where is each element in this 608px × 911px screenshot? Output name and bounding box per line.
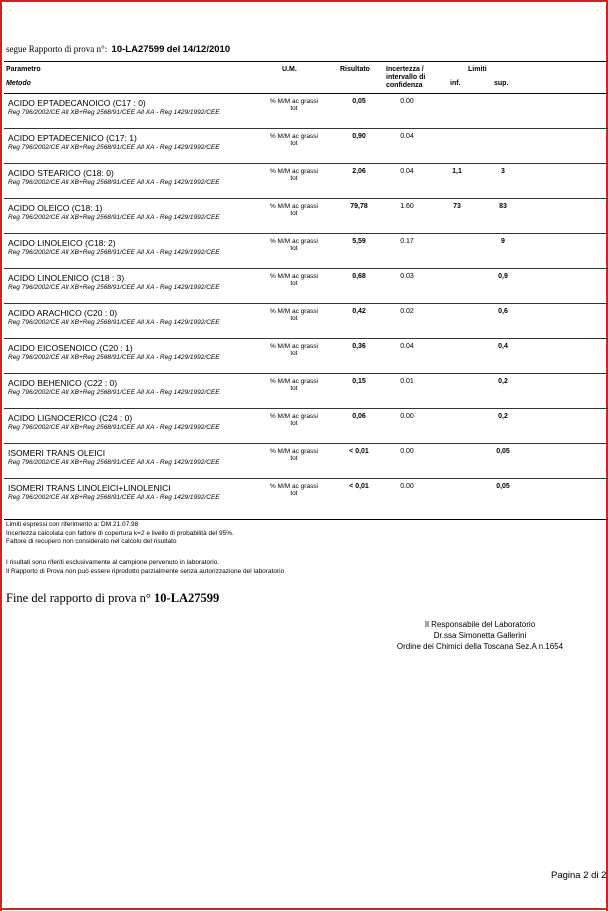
result-value: 5,59 [352,238,366,245]
result-value: 0,15 [352,378,366,385]
note-line: Il Rapporto di Prova non può essere riprodotto parzialmente senza autorizzazione del laboratorio [6,567,285,575]
header-prefix: segue Rapporto di prova n°: [6,44,108,54]
col-sup: sup. [494,80,509,87]
method-ref: Reg 796/2002/CE All XB+Reg 2568/91/CEE All XA - Reg 1429/1992/CEE [8,459,220,466]
unit-of-measure [252,448,336,462]
unit-of-measure [252,238,336,252]
result-value: 2,06 [352,168,366,175]
parameter-name: ISOMERI TRANS OLEICI [8,448,106,458]
unit-of-measure [252,203,336,217]
limit-inf-value: 1,1 [452,168,462,175]
parameter-name: ACIDO EPTADECANOICO (C17 : 0) [8,98,146,108]
unit-of-measure [252,483,336,497]
parameter-name: ACIDO OLEICO (C18: 1) [8,203,103,213]
uncertainty-value: 1.60 [400,203,414,210]
uncertainty-value: 0.04 [400,133,414,140]
unit-line1: % M/M ac grassi [269,168,319,175]
parameter-name: ACIDO LIGNOCERICO (C24 : 0) [8,413,133,423]
report-number: 10-LA27599 [111,44,165,55]
unit-line1: % M/M ac grassi [269,343,319,350]
unit-line2: tot [290,455,298,462]
col-um: U.M. [282,66,297,73]
col-parametro: Parametro [6,66,41,73]
signature-block [370,619,590,652]
unit-line1: % M/M ac grassi [269,98,319,105]
report-header [6,44,230,55]
unit-line2: tot [290,140,298,147]
parameter-name: ACIDO LINOLEICO (C18: 2) [8,238,116,248]
unit-of-measure [252,308,336,322]
signature-role: Il Responsabile del Laboratorio [424,620,536,629]
result-value: < 0,01 [349,448,369,455]
parameter-name: ACIDO BEHENICO (C22 : 0) [8,378,118,388]
limit-sup-value: 0,6 [498,308,508,315]
unit-line1: % M/M ac grassi [269,203,319,210]
result-value: 79,78 [350,203,368,210]
header-del: del [166,44,181,55]
result-value: 0,36 [352,343,366,350]
col-risultato: Risultato [340,66,370,73]
col-metodo: Metodo [6,80,31,87]
unit-line1: % M/M ac grassi [269,133,319,140]
method-ref: Reg 796/2002/CE All XB+Reg 2568/91/CEE All XA - Reg 1429/1992/CEE [8,319,220,326]
unit-line2: tot [290,210,298,217]
method-ref: Reg 796/2002/CE All XB+Reg 2568/91/CEE All XA - Reg 1429/1992/CEE [8,214,220,221]
uncertainty-value: 0.00 [400,483,414,490]
table-row [0,339,608,374]
unit-of-measure [252,273,336,287]
parameter-name: ACIDO EICOSENOICO (C20 : 1) [8,343,133,353]
uncertainty-value: 0.00 [400,98,414,105]
limit-sup-value: 3 [501,168,505,175]
parameter-name: ACIDO LINOLENICO (C18 : 3) [8,273,125,283]
unit-of-measure [252,413,336,427]
uncertainty-value: 0.03 [400,273,414,280]
table-row [0,374,608,409]
note-line: Limiti espressi con riferimento a: DM 21.07.98 [6,521,139,528]
unit-line1: % M/M ac grassi [269,273,319,280]
col-incertezza-line3: confidenza [386,82,423,89]
limit-sup-value: 0,05 [496,483,510,490]
table-row [0,479,608,514]
uncertainty-value: 0.00 [400,413,414,420]
limit-sup-value: 0,9 [498,273,508,280]
parameter-name: ISOMERI TRANS LINOLEICI+LINOLENICI [8,483,171,493]
unit-of-measure [252,378,336,392]
table-row [0,199,608,234]
parameter-name: ACIDO EPTADECENICO (C17: 1) [8,133,137,143]
method-ref: Reg 796/2002/CE All XB+Reg 2568/91/CEE All XA - Reg 1429/1992/CEE [8,284,220,291]
note-line: Incertezza calcolata con fattore di copertura k=2 e livello di probabilità del 95%. [6,529,234,537]
notes-limits [6,521,234,547]
unit-line1: % M/M ac grassi [269,308,319,315]
unit-line1: % M/M ac grassi [269,483,319,490]
unit-line2: tot [290,420,298,427]
result-value: < 0,01 [349,483,369,490]
page-border-top [0,0,608,2]
method-ref: Reg 796/2002/CE All XB+Reg 2568/91/CEE All XA - Reg 1429/1992/CEE [8,109,220,116]
unit-line2: tot [290,245,298,252]
parameter-name: ACIDO STEARICO (C18: 0) [8,168,114,178]
uncertainty-value: 0.04 [400,168,414,175]
limit-sup-value: 9 [501,238,505,245]
unit-of-measure [252,133,336,147]
result-value: 0,90 [352,133,366,140]
limit-sup-value: 0,4 [498,343,508,350]
end-of-report [6,591,219,606]
page-border-bottom [0,908,608,910]
table-row [0,304,608,339]
unit-line2: tot [290,105,298,112]
table-row [0,269,608,304]
signature-name: Dr.ssa Simonetta Gallerini [433,631,527,640]
unit-of-measure [252,98,336,112]
result-value: 0,68 [352,273,366,280]
unit-line2: tot [290,175,298,182]
unit-of-measure [252,343,336,357]
unit-line2: tot [290,350,298,357]
table-top-rule [4,61,608,62]
method-ref: Reg 796/2002/CE All XB+Reg 2568/91/CEE All XA - Reg 1429/1992/CEE [8,494,220,501]
uncertainty-value: 0.00 [400,448,414,455]
table-bottom-rule [4,519,608,520]
table-row [0,164,608,199]
result-value: 0,06 [352,413,366,420]
col-limiti: Limiti [468,66,487,73]
unit-line2: tot [290,280,298,287]
unit-line2: tot [290,315,298,322]
result-value: 0,05 [352,98,366,105]
page-number: Pagina 2 di 2 [551,870,607,881]
method-ref: Reg 796/2002/CE All XB+Reg 2568/91/CEE All XA - Reg 1429/1992/CEE [8,249,220,256]
table-row [0,94,608,129]
notes-disclaimer [6,559,284,576]
limit-inf-value: 73 [453,203,461,210]
parameter-name: ACIDO ARACHICO (C20 : 0) [8,308,118,318]
limit-sup-value: 0,2 [498,378,508,385]
limit-sup-value: 0,05 [496,448,510,455]
limit-sup-value: 83 [499,203,507,210]
unit-line2: tot [290,490,298,497]
method-ref: Reg 796/2002/CE All XB+Reg 2568/91/CEE All XA - Reg 1429/1992/CEE [8,354,220,361]
note-line: I risultati sono riferiti esclusivamente al campione pervenuto in laboratorio. [6,559,220,566]
col-incertezza [386,66,425,90]
limit-sup-value: 0,2 [498,413,508,420]
report-date: 14/12/2010 [182,44,231,55]
col-inf: inf. [450,80,461,87]
method-ref: Reg 796/2002/CE All XB+Reg 2568/91/CEE All XA - Reg 1429/1992/CEE [8,424,220,431]
note-line: Fattore di recupero non considerato nel calcolo del risultato [6,538,177,545]
result-value: 0,42 [352,308,366,315]
table-row [0,444,608,479]
end-of-report-number: 10-LA27599 [154,591,220,605]
uncertainty-value: 0.17 [400,238,414,245]
unit-line1: % M/M ac grassi [269,238,319,245]
unit-line1: % M/M ac grassi [269,413,319,420]
uncertainty-value: 0.02 [400,308,414,315]
method-ref: Reg 796/2002/CE All XB+Reg 2568/91/CEE All XA - Reg 1429/1992/CEE [8,144,220,151]
unit-line2: tot [290,385,298,392]
col-incertezza-line1: Incertezza / [386,66,424,73]
method-ref: Reg 796/2002/CE All XB+Reg 2568/91/CEE All XA - Reg 1429/1992/CEE [8,179,220,186]
method-ref: Reg 796/2002/CE All XB+Reg 2568/91/CEE All XA - Reg 1429/1992/CEE [8,389,220,396]
table-row [0,129,608,164]
signature-registration: Ordine dei Chimici della Toscana Sez.A n.1654 [396,642,564,651]
uncertainty-value: 0.04 [400,343,414,350]
unit-line1: % M/M ac grassi [269,378,319,385]
unit-line1: % M/M ac grassi [269,448,319,455]
uncertainty-value: 0.01 [400,378,414,385]
end-of-report-prefix: Fine del rapporto di prova n° [6,591,151,605]
unit-of-measure [252,168,336,182]
table-row [0,409,608,444]
col-incertezza-line2: intervallo di [386,74,426,81]
table-row [0,234,608,269]
